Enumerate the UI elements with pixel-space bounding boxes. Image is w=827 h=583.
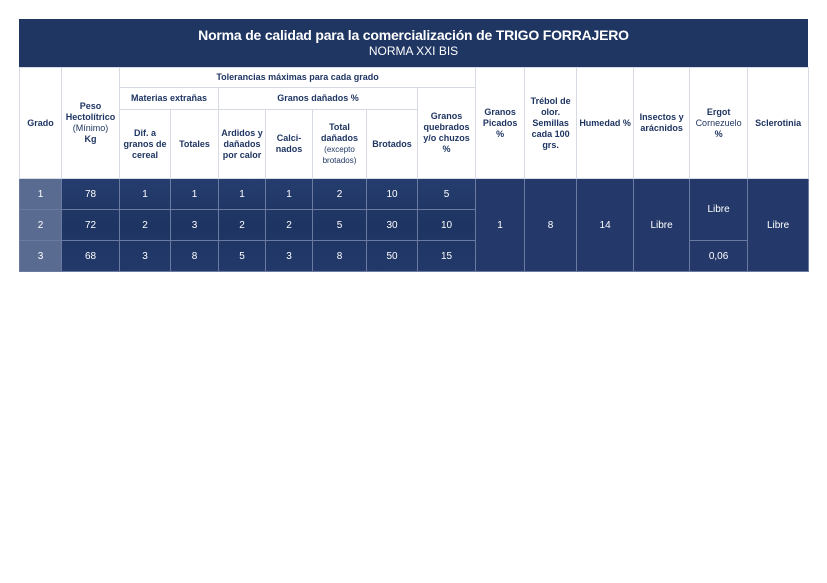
cell-grado: 3 — [20, 241, 62, 272]
cell-dif: 1 — [120, 179, 171, 210]
header-sclerotinia: Sclerotinia — [748, 68, 809, 179]
cell-calcinados: 1 — [266, 179, 313, 210]
header-granos-picados: Granos Picados % — [476, 68, 525, 179]
cell-totales: 1 — [171, 179, 219, 210]
header-peso-label: Peso Hectolítrico — [65, 101, 116, 122]
cell-peso: 72 — [62, 210, 120, 241]
header-trebol: Trébol de olor. Semillas cada 100 grs. — [525, 68, 577, 179]
header-humedad: Humedad % — [577, 68, 634, 179]
quality-norm-table-container — [19, 19, 808, 272]
header-grado: Grado — [20, 68, 62, 179]
cell-ardidos: 1 — [219, 179, 266, 210]
cell-calcinados: 2 — [266, 210, 313, 241]
cell-peso: 68 — [62, 241, 120, 272]
header-total-danados — [313, 110, 367, 179]
cell-trebol: 8 — [525, 179, 577, 272]
header-total-danados-note: (excepto brotados) — [322, 145, 357, 165]
header-peso-unit: Kg — [84, 134, 97, 144]
cell-totales: 8 — [171, 241, 219, 272]
cell-dif: 3 — [120, 241, 171, 272]
cell-brotados: 50 — [367, 241, 418, 272]
header-peso-hectolitrico — [62, 68, 120, 179]
cell-grado: 2 — [20, 210, 62, 241]
header-brotados: Brotados — [367, 110, 418, 179]
cell-grado: 1 — [20, 179, 62, 210]
header-total-danados-label: Total dañados — [320, 122, 358, 143]
cell-total-danados: 5 — [313, 210, 367, 241]
cell-calcinados: 3 — [266, 241, 313, 272]
table-row — [20, 179, 809, 210]
cell-ergot-12: Libre — [690, 179, 748, 241]
table-title: Norma de calidad para la comercialización de TRIGO FORRAJERO — [198, 27, 629, 43]
header-granos-quebrados: Granos quebrados y/o chuzos % — [418, 88, 476, 179]
cell-brotados: 30 — [367, 210, 418, 241]
cell-peso: 78 — [62, 179, 120, 210]
header-ergot-label: Ergot — [706, 106, 731, 117]
header-totales: Totales — [171, 110, 219, 179]
cell-sclerotinia: Libre — [748, 179, 809, 272]
cell-ardidos: 2 — [219, 210, 266, 241]
cell-brotados: 10 — [367, 179, 418, 210]
cell-picados: 1 — [476, 179, 525, 272]
header-insectos: Insectos y arácnidos — [634, 68, 690, 179]
cell-ergot-3: 0,06 — [690, 241, 748, 272]
header-peso-minimo: (Mínimo) — [72, 123, 109, 133]
cell-humedad: 14 — [577, 179, 634, 272]
header-materias-extranas: Materias extrañas — [120, 88, 219, 110]
header-calcinados: Calci-nados — [266, 110, 313, 179]
header-ardidos: Ardidos y dañados por calor — [219, 110, 266, 179]
header-tolerancias: Tolerancias máximas para cada grado — [120, 68, 476, 88]
table-subtitle: NORMA XXI BIS — [368, 44, 459, 58]
table-title-bar — [19, 19, 808, 67]
table-row — [20, 241, 809, 272]
cell-quebrados: 10 — [418, 210, 476, 241]
cell-quebrados: 5 — [418, 179, 476, 210]
header-granos-danados: Granos dañados % — [219, 88, 418, 110]
header-ergot-cornezuelo: Cornezuelo — [695, 117, 742, 128]
cell-quebrados: 15 — [418, 241, 476, 272]
quality-norm-table — [19, 67, 809, 272]
cell-insectos: Libre — [634, 179, 690, 272]
header-dif-granos: Dif. a granos de cereal — [120, 110, 171, 179]
cell-totales: 3 — [171, 210, 219, 241]
header-ergot-unit: % — [714, 128, 723, 139]
cell-total-danados: 8 — [313, 241, 367, 272]
cell-dif: 2 — [120, 210, 171, 241]
header-ergot — [690, 68, 748, 179]
cell-ardidos: 5 — [219, 241, 266, 272]
cell-total-danados: 2 — [313, 179, 367, 210]
